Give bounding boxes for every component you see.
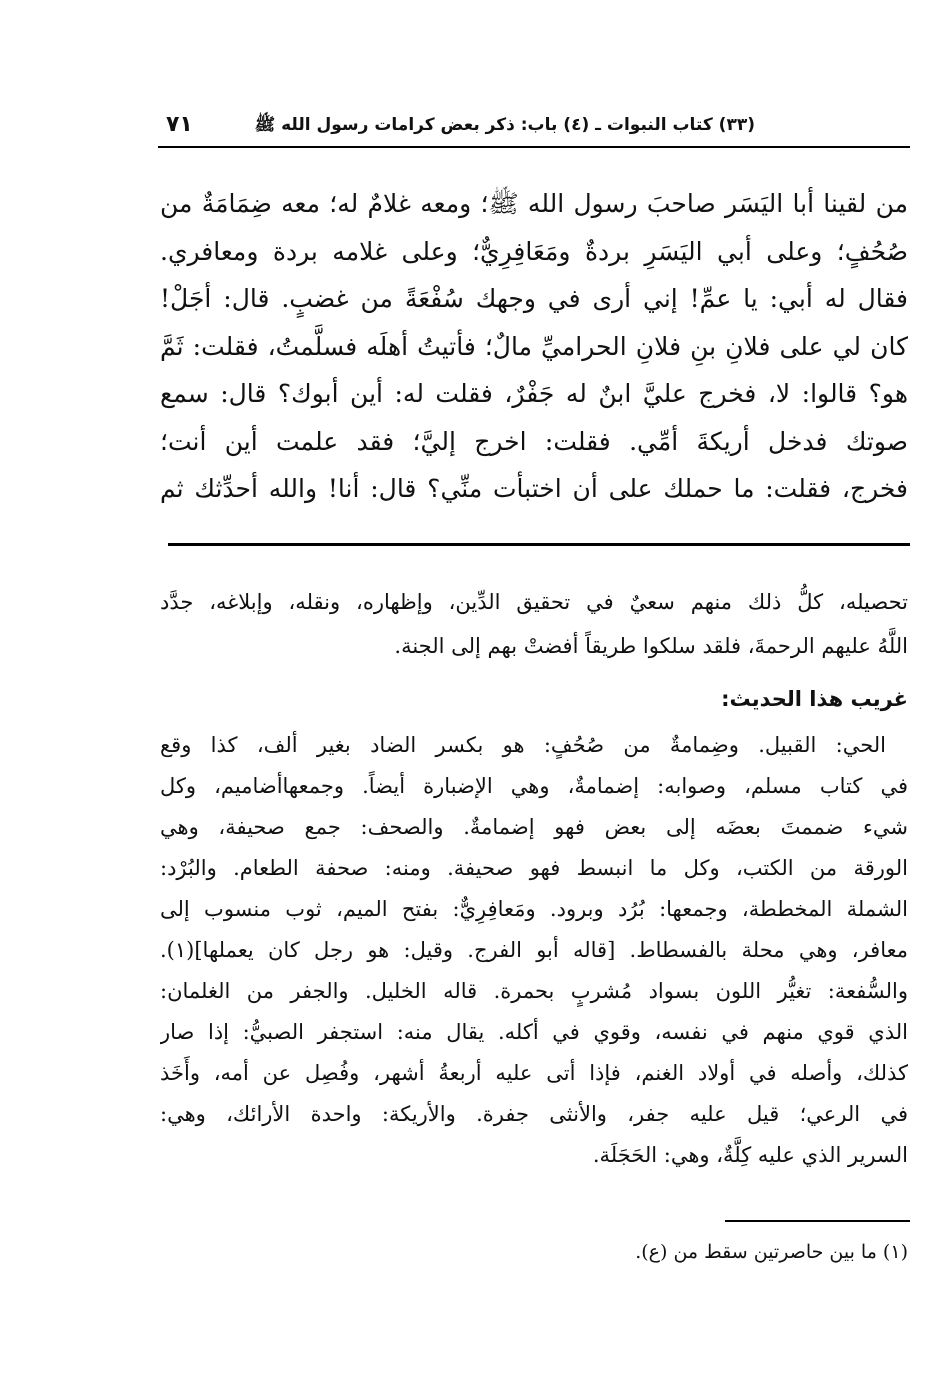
gloss-text — [160, 725, 908, 1176]
hadith-text — [160, 180, 908, 513]
hadith-line: هو؟ قالوا: لا، فخرج عليَّ ابنٌ له جَفْرٌ، فقلت له: أين أبوك؟ قال: سمع — [160, 379, 908, 408]
hadith-line: كان لي على فلانِ بنِ فلانِ الحراميِّ مالٌ؛ فأتيتُ أهلَه فسلَّمتُ، فقلت: ثَمَّ — [160, 331, 908, 361]
hadith-line: صُحُفٍ؛ وعلى أبي اليَسَرِ بردةٌ ومَعَافِرِيٌّ؛ وعلى غلامه بردة ومعافري. — [160, 236, 908, 266]
commentary-text — [160, 580, 908, 668]
gloss-line: الذي قوي منهم في نفسه، وقوي في أكله. يقال منه: استجفر الصبيُّ: إذا صار — [160, 1020, 908, 1044]
gloss-line: كذلك، وأصله في أولاد الغنم، فإذا أتى عليه أربعةُ أشهر، وفُصِل عن أمه، وأَخَذ — [160, 1061, 908, 1085]
gloss-line: والسُّفعة: تغيُّر اللون بسواد مُشربٍ بحمرة. قاله الخليل. والجفر من الغلمان: — [160, 979, 908, 1003]
gloss-line: معافر، وهي محلة بالفسطاط. [قاله أبو الفرج. وقيل: هو رجل كان يعملها](١). — [160, 938, 908, 962]
hadith-line: من لقينا أبا اليَسَر صاحبَ رسول الله ﷺ؛ ومعه غلامٌ له؛ معه ضِمَامَةٌ من — [160, 189, 908, 218]
gloss-line: شيء ضممتَ بعضَه إلى بعض فهو إضمامةٌ. والصحف: جمع صحيفة، وهي — [160, 815, 908, 839]
gloss-line: السرير الذي عليه كِلَّةٌ، وهي: الحَجَلَة. — [592, 1143, 908, 1167]
gloss-line: الورقة من الكتب، وكل ما انبسط فهو صحيفة. ومنه: صحفة الطعام. والبُرْد: — [160, 856, 908, 880]
gloss-line: الشملة المخططة، وجمعها: بُرُد وبرود. ومَعافِرِيٌّ: بفتح الميم، ثوب منسوب إلى — [160, 897, 908, 921]
footnote-rule — [725, 1220, 910, 1222]
gloss-line: في كتاب مسلم، وصوابه: إضمامةٌ، وهي الإضبارة أيضاً. وجمعهاأضاميم، وكل — [160, 774, 908, 798]
footnote: (١) ما بين حاصرتين سقط من (ع). — [635, 1241, 908, 1263]
hadith-line: فقال له أبي: يا عمِّ! إني أرى في وجهك سُفْعَةً من غضبٍ. قال: أجَلْ! — [160, 284, 908, 313]
commentary-line: تحصيله، كلُّ ذلك منهم سعيٌ في تحقيق الدِّين، وإظهاره، ونقله، وإبلاغه، جدَّد — [160, 590, 908, 614]
section-divider — [168, 543, 910, 546]
running-header — [158, 112, 910, 142]
gloss-line: في الرعي؛ قيل عليه جفر، والأنثى جفرة. والأريكة: واحدة الأرائك، وهي: — [160, 1102, 908, 1126]
commentary-line: اللَّهُ عليهم الرحمةَ، فلقد سلكوا طريقاً أفضتْ بهم إلى الجنة. — [394, 634, 908, 658]
chapter-title: (٣٣) كتاب النبوات ـ (٤) باب: ذكر بعض كرامات رسول الله ﷺ — [254, 115, 755, 135]
header-rule — [158, 146, 910, 148]
gloss-line: الحي: القبيل. وضِمامةٌ من صُحُفٍ: هو بكسر الضاد بغير ألف، كذا وقع — [160, 733, 886, 757]
section-heading: غريب هذا الحديث: — [721, 687, 908, 711]
hadith-line: صوتك فدخل أريكةَ أمِّي. فقلت: اخرج إليَّ؛ فقد علمت أين أنت؛ — [160, 426, 908, 456]
page-number: ٧١ — [166, 112, 193, 137]
hadith-line: فخرج، فقلت: ما حملك على أن اختبأت منِّي؟ قال: أنا! والله أحدِّثك ثم — [160, 474, 908, 503]
